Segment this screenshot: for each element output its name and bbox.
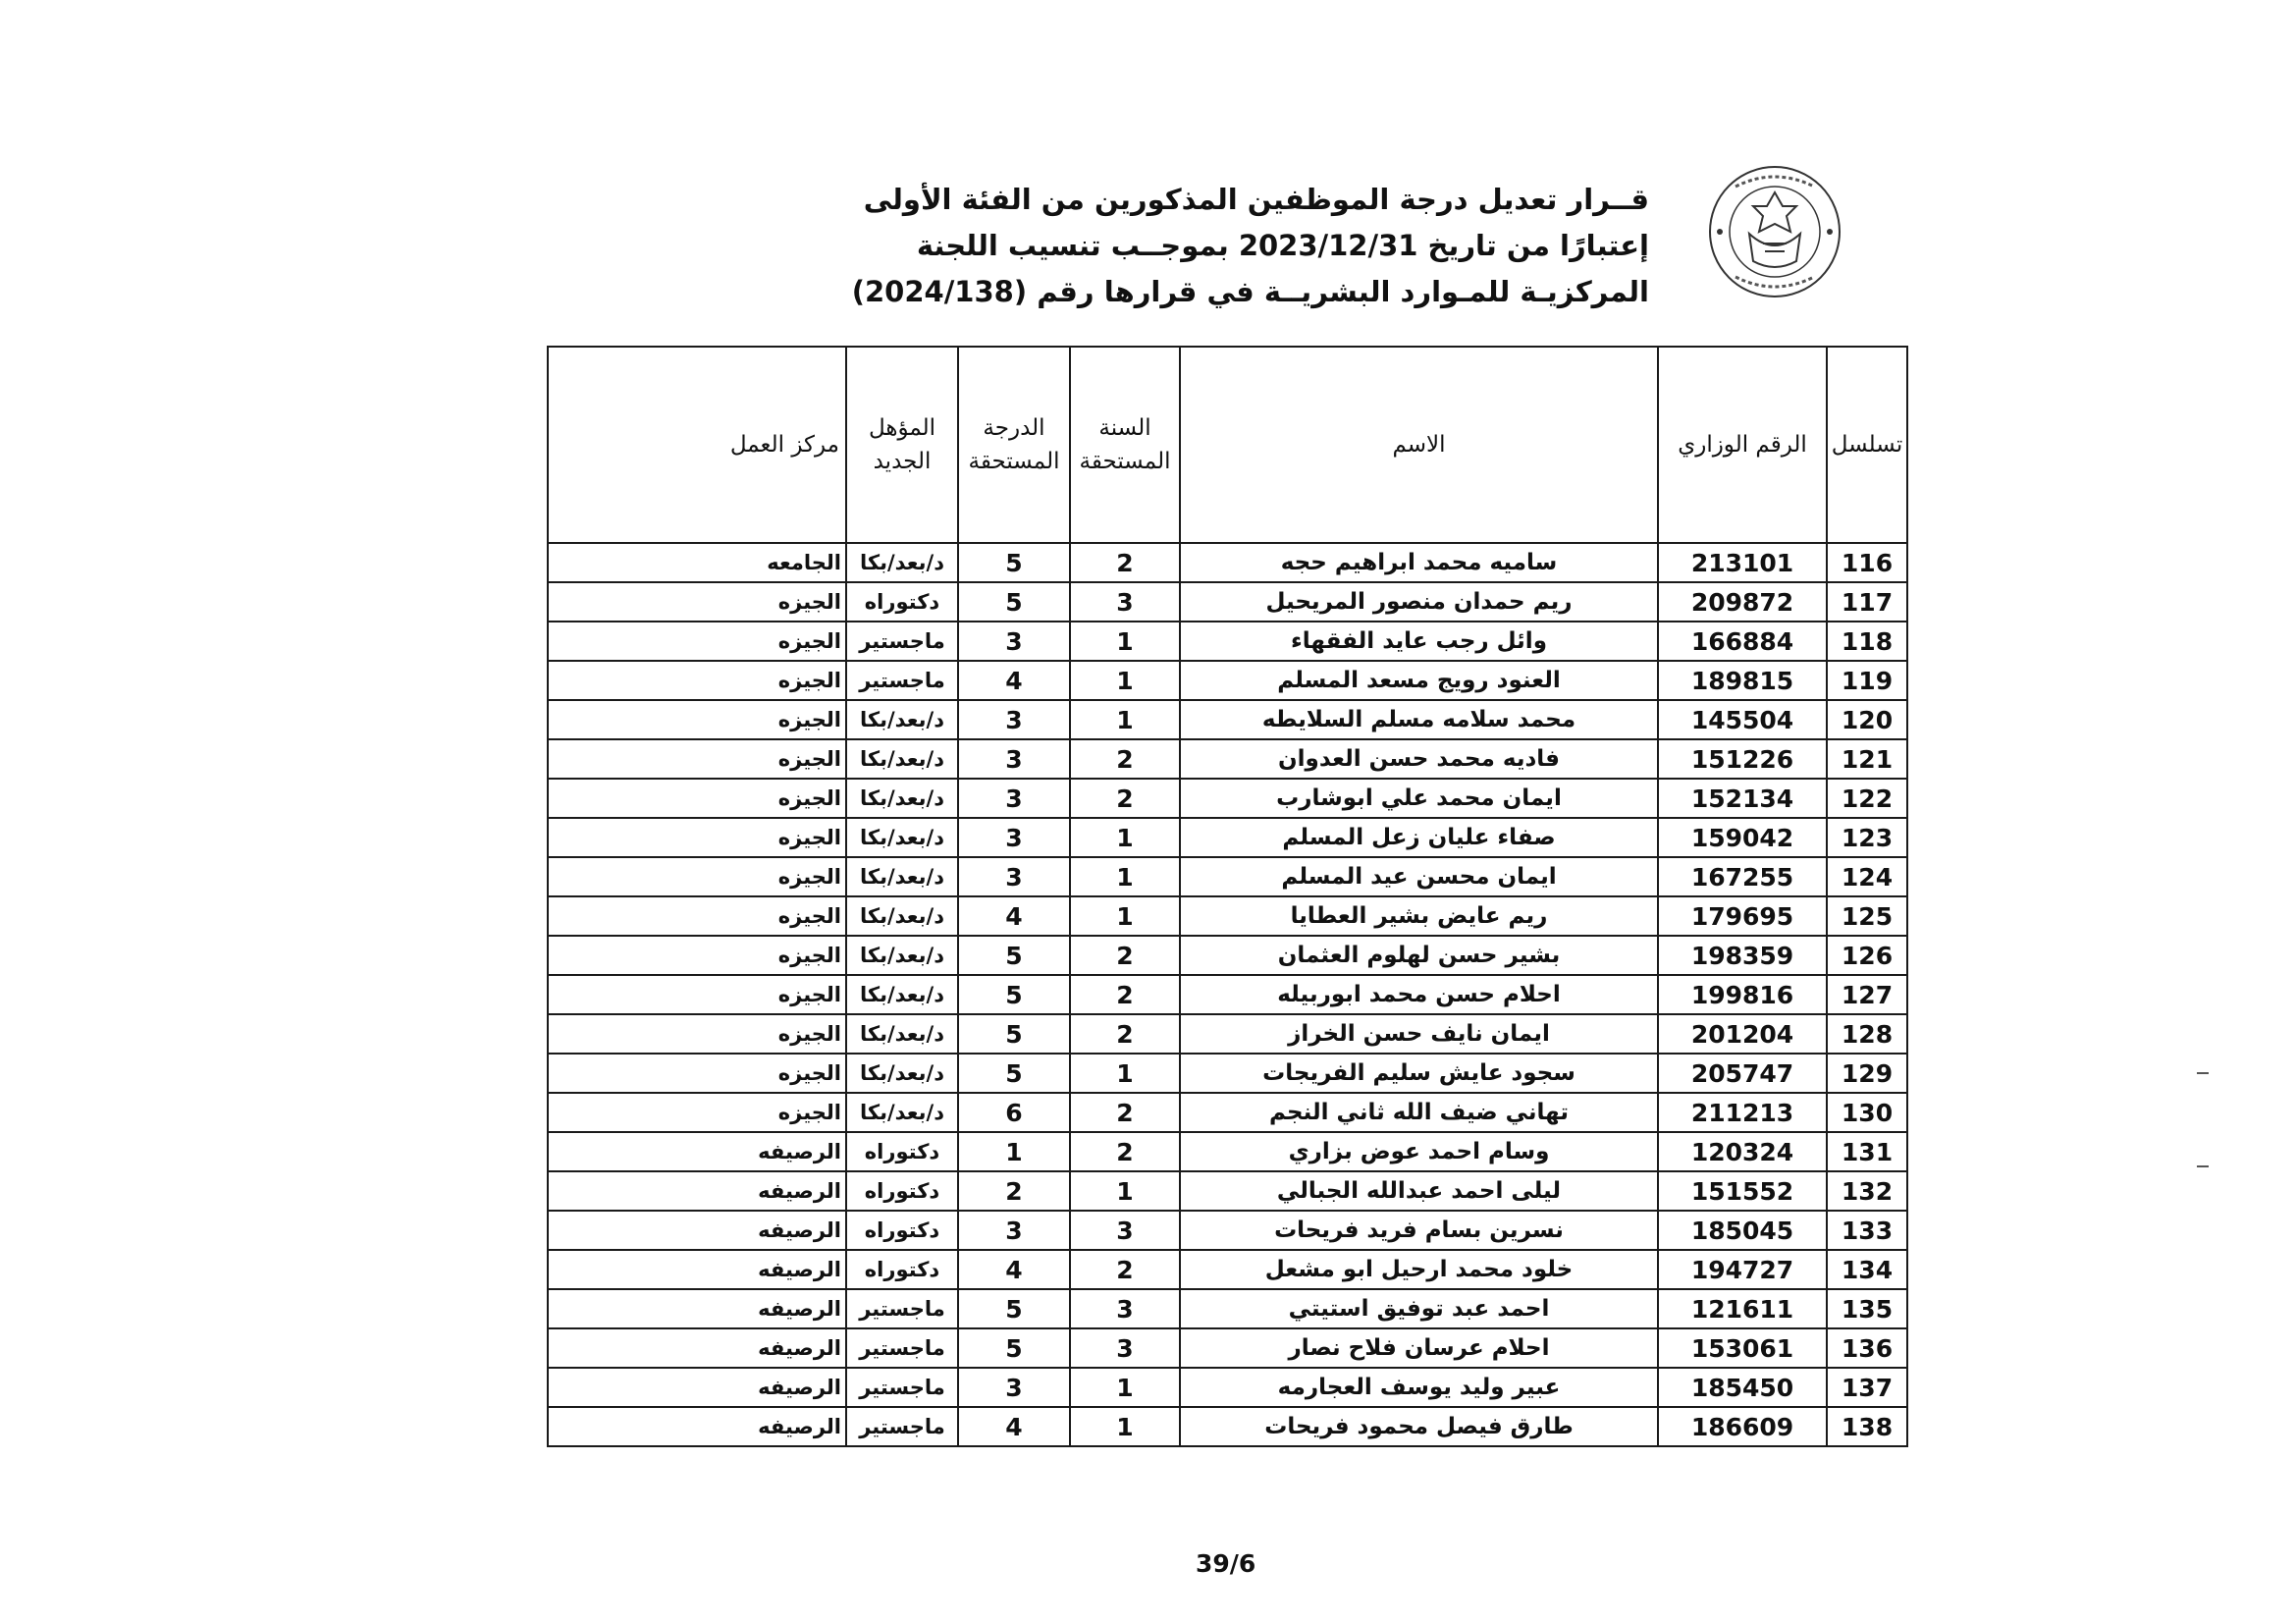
header-due-year-line2: المستحقة: [1079, 449, 1171, 474]
cell-due-year: 1: [1070, 622, 1180, 661]
cell-due-year: 1: [1070, 661, 1180, 700]
cell-work-center: الرصيفه: [548, 1132, 846, 1171]
cell-serial: 130: [1827, 1093, 1907, 1132]
cell-new-qualification: د/بعد/بكا: [846, 818, 958, 857]
table-row: [548, 896, 1907, 936]
cell-name: وسام احمد عوض بزاري: [1180, 1132, 1658, 1171]
table-row: [548, 857, 1907, 896]
cell-new-qualification: ماجستير: [846, 1407, 958, 1446]
cell-serial: 134: [1827, 1250, 1907, 1289]
cell-ministerial-number: 185045: [1658, 1211, 1827, 1250]
cell-serial: 135: [1827, 1289, 1907, 1328]
cell-new-qualification: دكتوراه: [846, 1250, 958, 1289]
cell-serial: 123: [1827, 818, 1907, 857]
cell-ministerial-number: 151552: [1658, 1171, 1827, 1211]
ministry-seal-icon: [1706, 163, 1843, 300]
cell-serial: 133: [1827, 1211, 1907, 1250]
cell-due-year: 2: [1070, 936, 1180, 975]
cell-work-center: الجيزه: [548, 739, 846, 779]
cell-name: احمد عبد توفيق استيتي: [1180, 1289, 1658, 1328]
header-due-year: [1070, 347, 1180, 543]
cell-work-center: الجامعه: [548, 543, 846, 582]
cell-serial: 120: [1827, 700, 1907, 739]
cell-name: ليلى احمد عبدالله الجبالي: [1180, 1171, 1658, 1211]
cell-due-year: 2: [1070, 1250, 1180, 1289]
cell-new-qualification: د/بعد/بكا: [846, 779, 958, 818]
cell-name: العنود رويج مسعد المسلم: [1180, 661, 1658, 700]
cell-serial: 137: [1827, 1368, 1907, 1407]
cell-due-year: 2: [1070, 739, 1180, 779]
header-new-qualification: [846, 347, 958, 543]
cell-due-year: 3: [1070, 582, 1180, 622]
cell-due-grade: 3: [958, 1211, 1070, 1250]
header-ministerial-number: الرقم الوزاري: [1658, 347, 1827, 543]
cell-due-year: 2: [1070, 779, 1180, 818]
cell-ministerial-number: 189815: [1658, 661, 1827, 700]
cell-work-center: الجيزه: [548, 818, 846, 857]
cell-name: سجود عايش سليم الفريجات: [1180, 1054, 1658, 1093]
cell-ministerial-number: 145504: [1658, 700, 1827, 739]
header-due-year-line1: السنة: [1098, 415, 1151, 441]
cell-serial: 122: [1827, 779, 1907, 818]
table-row: [548, 1211, 1907, 1250]
table-row: [548, 1093, 1907, 1132]
cell-due-year: 2: [1070, 975, 1180, 1014]
cell-new-qualification: د/بعد/بكا: [846, 700, 958, 739]
cell-due-year: 1: [1070, 1171, 1180, 1211]
cell-due-year: 2: [1070, 1093, 1180, 1132]
header-due-grade-line1: الدرجة: [983, 415, 1045, 441]
table-row: [548, 936, 1907, 975]
cell-due-year: 3: [1070, 1328, 1180, 1368]
cell-due-grade: 3: [958, 857, 1070, 896]
cell-new-qualification: ماجستير: [846, 1368, 958, 1407]
cell-due-grade: 5: [958, 936, 1070, 975]
cell-due-grade: 5: [958, 1014, 1070, 1054]
cell-ministerial-number: 194727: [1658, 1250, 1827, 1289]
table-row: [548, 1407, 1907, 1446]
cell-new-qualification: د/بعد/بكا: [846, 896, 958, 936]
table-row: [548, 1171, 1907, 1211]
title-line-1: قــرار تعديل درجة الموظفين المذكورين من الفئة الأولى: [863, 183, 1649, 216]
cell-due-grade: 3: [958, 622, 1070, 661]
cell-due-year: 2: [1070, 543, 1180, 582]
cell-name: ريم عايض بشير العطايا: [1180, 896, 1658, 936]
cell-new-qualification: ماجستير: [846, 622, 958, 661]
cell-name: تهاني ضيف الله ثاني النجم: [1180, 1093, 1658, 1132]
cell-serial: 121: [1827, 739, 1907, 779]
cell-serial: 136: [1827, 1328, 1907, 1368]
table-row: [548, 739, 1907, 779]
table-row: [548, 1250, 1907, 1289]
cell-due-year: 3: [1070, 1211, 1180, 1250]
cell-name: احلام حسن محمد ابوربيله: [1180, 975, 1658, 1014]
cell-due-grade: 5: [958, 1289, 1070, 1328]
employees-grade-table: [547, 346, 1908, 1447]
cell-due-year: 2: [1070, 1132, 1180, 1171]
cell-due-grade: 5: [958, 582, 1070, 622]
header-new-qualification-line2: الجديد: [873, 449, 932, 474]
cell-name: محمد سلامه مسلم السلايطه: [1180, 700, 1658, 739]
cell-new-qualification: د/بعد/بكا: [846, 1093, 958, 1132]
cell-new-qualification: د/بعد/بكا: [846, 975, 958, 1014]
cell-work-center: الجيزه: [548, 779, 846, 818]
cell-due-year: 1: [1070, 896, 1180, 936]
cell-ministerial-number: 151226: [1658, 739, 1827, 779]
cell-serial: 126: [1827, 936, 1907, 975]
cell-name: فاديه محمد حسن العدوان: [1180, 739, 1658, 779]
cell-due-grade: 5: [958, 975, 1070, 1014]
cell-work-center: الجيزه: [548, 857, 846, 896]
cell-serial: 124: [1827, 857, 1907, 896]
cell-name: عبير وليد يوسف العجارمه: [1180, 1368, 1658, 1407]
cell-new-qualification: د/بعد/بكا: [846, 1054, 958, 1093]
cell-ministerial-number: 198359: [1658, 936, 1827, 975]
cell-name: ريم حمدان منصور المريحيل: [1180, 582, 1658, 622]
cell-work-center: الجيزه: [548, 896, 846, 936]
table-row: [548, 1132, 1907, 1171]
cell-name: احلام عرسان فلاح نصار: [1180, 1328, 1658, 1368]
cell-work-center: الرصيفه: [548, 1289, 846, 1328]
cell-serial: 118: [1827, 622, 1907, 661]
header-work-center: مركز العمل: [548, 347, 846, 543]
cell-name: ايمان محمد علي ابوشارب: [1180, 779, 1658, 818]
margin-mark: [2197, 1072, 2209, 1074]
cell-ministerial-number: 199816: [1658, 975, 1827, 1014]
cell-ministerial-number: 211213: [1658, 1093, 1827, 1132]
cell-ministerial-number: 152134: [1658, 779, 1827, 818]
cell-work-center: الجيزه: [548, 975, 846, 1014]
table-header-row: [548, 347, 1907, 543]
cell-due-grade: 5: [958, 1328, 1070, 1368]
cell-due-year: 1: [1070, 700, 1180, 739]
header-name: الاسم: [1180, 347, 1658, 543]
cell-work-center: الرصيفه: [548, 1407, 846, 1446]
cell-new-qualification: د/بعد/بكا: [846, 857, 958, 896]
cell-serial: 117: [1827, 582, 1907, 622]
cell-ministerial-number: 166884: [1658, 622, 1827, 661]
header-due-grade: [958, 347, 1070, 543]
cell-serial: 129: [1827, 1054, 1907, 1093]
cell-due-year: 1: [1070, 1368, 1180, 1407]
cell-work-center: الجيزه: [548, 936, 846, 975]
table-row: [548, 622, 1907, 661]
cell-due-grade: 3: [958, 700, 1070, 739]
cell-new-qualification: دكتوراه: [846, 582, 958, 622]
cell-work-center: الرصيفه: [548, 1250, 846, 1289]
cell-work-center: الجيزه: [548, 622, 846, 661]
cell-work-center: الجيزه: [548, 1054, 846, 1093]
cell-new-qualification: د/بعد/بكا: [846, 739, 958, 779]
header-due-grade-line2: المستحقة: [968, 449, 1060, 474]
cell-due-year: 1: [1070, 818, 1180, 857]
cell-name: خلود محمد ارحيل ابو مشعل: [1180, 1250, 1658, 1289]
cell-work-center: الجيزه: [548, 582, 846, 622]
cell-work-center: الجيزه: [548, 661, 846, 700]
cell-serial: 116: [1827, 543, 1907, 582]
table-row: [548, 818, 1907, 857]
cell-serial: 131: [1827, 1132, 1907, 1171]
cell-ministerial-number: 186609: [1658, 1407, 1827, 1446]
cell-new-qualification: ماجستير: [846, 1328, 958, 1368]
cell-ministerial-number: 201204: [1658, 1014, 1827, 1054]
cell-due-grade: 3: [958, 1368, 1070, 1407]
cell-serial: 132: [1827, 1171, 1907, 1211]
cell-due-grade: 5: [958, 1054, 1070, 1093]
header-serial: تسلسل: [1827, 347, 1907, 543]
cell-name: ايمان نايف حسن الخراز: [1180, 1014, 1658, 1054]
cell-due-grade: 4: [958, 661, 1070, 700]
cell-due-year: 2: [1070, 1014, 1180, 1054]
cell-work-center: الجيزه: [548, 1093, 846, 1132]
cell-new-qualification: د/بعد/بكا: [846, 543, 958, 582]
cell-new-qualification: د/بعد/بكا: [846, 1014, 958, 1054]
cell-serial: 138: [1827, 1407, 1907, 1446]
cell-new-qualification: دكتوراه: [846, 1132, 958, 1171]
cell-due-grade: 6: [958, 1093, 1070, 1132]
table-row: [548, 1054, 1907, 1093]
cell-work-center: الرصيفه: [548, 1171, 846, 1211]
header-new-qualification-line1: المؤهل: [868, 415, 936, 441]
cell-work-center: الرصيفه: [548, 1368, 846, 1407]
cell-due-year: 1: [1070, 1054, 1180, 1093]
cell-new-qualification: د/بعد/بكا: [846, 936, 958, 975]
margin-mark: [2197, 1165, 2209, 1167]
title-line-2: إعتبارًا من تاريخ 2023/12/31 بموجــب تنسيب اللجنة: [916, 229, 1649, 262]
cell-new-qualification: ماجستير: [846, 661, 958, 700]
cell-due-year: 1: [1070, 1407, 1180, 1446]
table-row: [548, 1328, 1907, 1368]
cell-name: طارق فيصل محمود فريحات: [1180, 1407, 1658, 1446]
cell-name: بشير حسن لهلوم العثمان: [1180, 936, 1658, 975]
cell-due-grade: 4: [958, 896, 1070, 936]
cell-new-qualification: ماجستير: [846, 1289, 958, 1328]
cell-serial: 119: [1827, 661, 1907, 700]
cell-due-grade: 3: [958, 818, 1070, 857]
cell-ministerial-number: 167255: [1658, 857, 1827, 896]
cell-due-grade: 2: [958, 1171, 1070, 1211]
table-row: [548, 661, 1907, 700]
cell-due-year: 1: [1070, 857, 1180, 896]
table-body: [548, 543, 1907, 1446]
cell-work-center: الجيزه: [548, 1014, 846, 1054]
cell-name: ايمان محسن عيد المسلم: [1180, 857, 1658, 896]
cell-serial: 125: [1827, 896, 1907, 936]
table-row: [548, 582, 1907, 622]
table-row: [548, 700, 1907, 739]
table-row: [548, 1289, 1907, 1328]
table-row: [548, 1014, 1907, 1054]
cell-due-grade: 3: [958, 739, 1070, 779]
table-row: [548, 543, 1907, 582]
cell-ministerial-number: 159042: [1658, 818, 1827, 857]
cell-name: نسرين بسام فريد فريحات: [1180, 1211, 1658, 1250]
decision-title: [851, 177, 1649, 315]
table-row: [548, 975, 1907, 1014]
cell-due-grade: 5: [958, 543, 1070, 582]
cell-name: وائل رجب عايد الفقهاء: [1180, 622, 1658, 661]
title-line-3: المركزيـة للمـوارد البشريــة في قرارها رقم (2024/138): [851, 275, 1649, 308]
table-row: [548, 1368, 1907, 1407]
cell-ministerial-number: 209872: [1658, 582, 1827, 622]
cell-work-center: الرصيفه: [548, 1211, 846, 1250]
cell-ministerial-number: 153061: [1658, 1328, 1827, 1368]
cell-due-grade: 1: [958, 1132, 1070, 1171]
cell-serial: 128: [1827, 1014, 1907, 1054]
cell-due-year: 3: [1070, 1289, 1180, 1328]
cell-ministerial-number: 213101: [1658, 543, 1827, 582]
cell-ministerial-number: 120324: [1658, 1132, 1827, 1171]
cell-name: صفاء عليان زعل المسلم: [1180, 818, 1658, 857]
cell-work-center: الرصيفه: [548, 1328, 846, 1368]
page-number: 39/6: [1196, 1549, 1256, 1578]
cell-ministerial-number: 179695: [1658, 896, 1827, 936]
cell-due-grade: 3: [958, 779, 1070, 818]
cell-work-center: الجيزه: [548, 700, 846, 739]
cell-due-grade: 4: [958, 1407, 1070, 1446]
cell-new-qualification: دكتوراه: [846, 1171, 958, 1211]
cell-ministerial-number: 121611: [1658, 1289, 1827, 1328]
cell-due-grade: 4: [958, 1250, 1070, 1289]
table-row: [548, 779, 1907, 818]
cell-ministerial-number: 205747: [1658, 1054, 1827, 1093]
cell-serial: 127: [1827, 975, 1907, 1014]
cell-name: ساميه محمد ابراهيم حجه: [1180, 543, 1658, 582]
cell-new-qualification: دكتوراه: [846, 1211, 958, 1250]
cell-ministerial-number: 185450: [1658, 1368, 1827, 1407]
